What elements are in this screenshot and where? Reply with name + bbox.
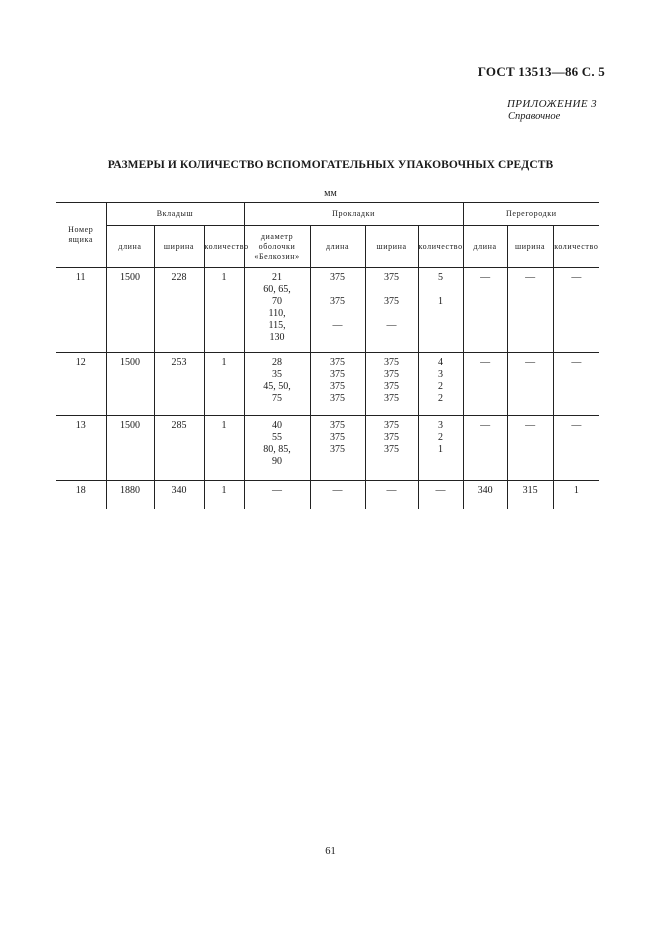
cell-line: 375 [330, 381, 346, 392]
pad-length-cell [310, 481, 365, 510]
unit-label: мм [324, 188, 337, 199]
pad-width-cell [365, 416, 418, 481]
partition-quantity-cell: — [553, 353, 599, 416]
cell-line: — [332, 320, 343, 331]
cell-line: 80, 85, [263, 444, 291, 455]
insert-width-cell: 340 [154, 481, 204, 510]
cell-line: 2 [438, 432, 444, 443]
cell-line: 375 [384, 432, 400, 443]
column-header-partition-width: ширина [507, 226, 553, 268]
cell-line: 110, [268, 308, 286, 319]
cell-line: 3 [438, 420, 444, 431]
appendix-type: Справочное [508, 111, 561, 122]
cell-line [366, 308, 418, 320]
group-header-pads: Прокладки [244, 203, 463, 226]
column-header-insert-length: длина [106, 226, 154, 268]
page-number: 61 [325, 846, 336, 857]
partition-width-cell: — [507, 268, 553, 353]
column-header-pad-width: ширина [365, 226, 418, 268]
cell-line: 60, 65, [263, 284, 291, 295]
group-header-inserts: Вкладыш [106, 203, 244, 226]
pad-diameter-cell [244, 268, 310, 353]
cell-line: 375 [384, 393, 400, 404]
box-number-cell: 18 [56, 481, 106, 510]
column-header-pad-diameter: диаметр оболочки «Белкозин» [244, 226, 310, 268]
cell-line: 375 [384, 272, 400, 283]
cell-line: 375 [330, 357, 346, 368]
cell-line: 1 [438, 444, 444, 455]
pad-width-cell [365, 268, 418, 353]
insert-length-cell: 1500 [106, 416, 154, 481]
partition-length-cell: — [463, 268, 507, 353]
insert-quantity-cell: 1 [204, 416, 244, 481]
cell-line [366, 284, 418, 296]
partition-length-cell: — [463, 416, 507, 481]
cell-line: — [386, 485, 397, 496]
partition-length-cell: 340 [463, 481, 507, 510]
page-title: РАЗМЕРЫ И КОЛИЧЕСТВО ВСПОМОГАТЕЛЬНЫХ УПАКОВОЧНЫХ СРЕДСТВ [107, 159, 554, 171]
column-header-pad-length: длина [310, 226, 365, 268]
packaging-table [56, 202, 599, 509]
cell-line: 40 [272, 420, 283, 431]
cell-line: — [386, 320, 397, 331]
cell-line: 375 [384, 420, 400, 431]
column-header-box-number [56, 203, 106, 268]
cell-line: 375 [330, 272, 346, 283]
cell-line [311, 284, 365, 296]
cell-line: — [435, 485, 446, 496]
insert-quantity-cell: 1 [204, 353, 244, 416]
pad-quantity-cell [418, 416, 463, 481]
cell-line: 375 [330, 369, 346, 380]
cell-line: — [332, 485, 343, 496]
box-number-label: Номер ящика [68, 225, 94, 244]
column-header-insert-quantity: количество [204, 226, 244, 268]
cell-line [419, 284, 463, 296]
pad-quantity-cell [418, 353, 463, 416]
pad-diameter-cell [244, 353, 310, 416]
cell-line: 375 [330, 420, 346, 431]
cell-line: 375 [330, 444, 346, 455]
cell-line: 70 [272, 296, 283, 307]
cell-line: 1 [438, 296, 444, 307]
cell-line: 3 [438, 369, 444, 380]
appendix-label: ПРИЛОЖЕНИЕ 3 [506, 98, 597, 110]
cell-line: 90 [272, 456, 283, 467]
pad-quantity-cell [418, 268, 463, 353]
partition-width-cell: — [507, 353, 553, 416]
box-number-cell: 13 [56, 416, 106, 481]
cell-line: 375 [384, 381, 400, 392]
cell-line: 4 [438, 357, 444, 368]
column-header-insert-width: ширина [154, 226, 204, 268]
cell-line: 375 [330, 432, 346, 443]
cell-line: 45, 50, [263, 381, 291, 392]
insert-quantity-cell: 1 [204, 268, 244, 353]
column-header-pad-quantity: количество [418, 226, 463, 268]
cell-line [311, 308, 365, 320]
table-row [56, 268, 599, 353]
insert-width-cell: 228 [154, 268, 204, 353]
insert-length-cell: 1880 [106, 481, 154, 510]
cell-line: — [272, 485, 283, 496]
cell-line: 375 [330, 393, 346, 404]
cell-line: 375 [384, 296, 400, 307]
partition-quantity-cell: — [553, 268, 599, 353]
cell-line: 21 [272, 272, 283, 283]
pad-diameter-cell [244, 481, 310, 510]
cell-line: 115, [268, 320, 286, 331]
cell-line: 75 [272, 393, 283, 404]
cell-line: 2 [438, 381, 444, 392]
pad-diameter-cell [244, 416, 310, 481]
cell-line: 5 [438, 272, 444, 283]
table-row [56, 416, 599, 481]
partition-quantity-cell: 1 [553, 481, 599, 510]
partition-width-cell: — [507, 416, 553, 481]
insert-width-cell: 285 [154, 416, 204, 481]
pad-length-cell [310, 416, 365, 481]
cell-line: 375 [384, 369, 400, 380]
box-number-cell: 11 [75, 272, 86, 283]
table-row [56, 353, 599, 416]
pad-width-cell [365, 353, 418, 416]
column-header-partition-quantity: количество [553, 226, 599, 268]
pad-length-cell [310, 268, 365, 353]
pad-length-cell [310, 353, 365, 416]
table-row [56, 481, 599, 510]
cell-line: 28 [272, 357, 283, 368]
partition-length-cell: — [463, 353, 507, 416]
cell-line: 2 [438, 393, 444, 404]
cell-line: 375 [330, 296, 346, 307]
cell-line: 55 [272, 432, 283, 443]
column-header-partition-length: длина [463, 226, 507, 268]
group-header-partitions: Перегородки [463, 203, 599, 226]
insert-length-cell: 1500 [106, 353, 154, 416]
pad-width-cell [365, 481, 418, 510]
cell-line: 35 [272, 369, 283, 380]
partition-quantity-cell: — [553, 416, 599, 481]
cell-line: 375 [384, 444, 400, 455]
pad-quantity-cell [418, 481, 463, 510]
cell-line: 130 [269, 332, 285, 343]
insert-length-cell: 1500 [106, 268, 154, 353]
standard-code: ГОСТ 13513—86 С. 5 [477, 64, 605, 79]
insert-quantity-cell: 1 [204, 481, 244, 510]
box-number-cell: 12 [56, 353, 106, 416]
insert-width-cell: 253 [154, 353, 204, 416]
cell-line: 375 [384, 357, 400, 368]
partition-width-cell: 315 [507, 481, 553, 510]
